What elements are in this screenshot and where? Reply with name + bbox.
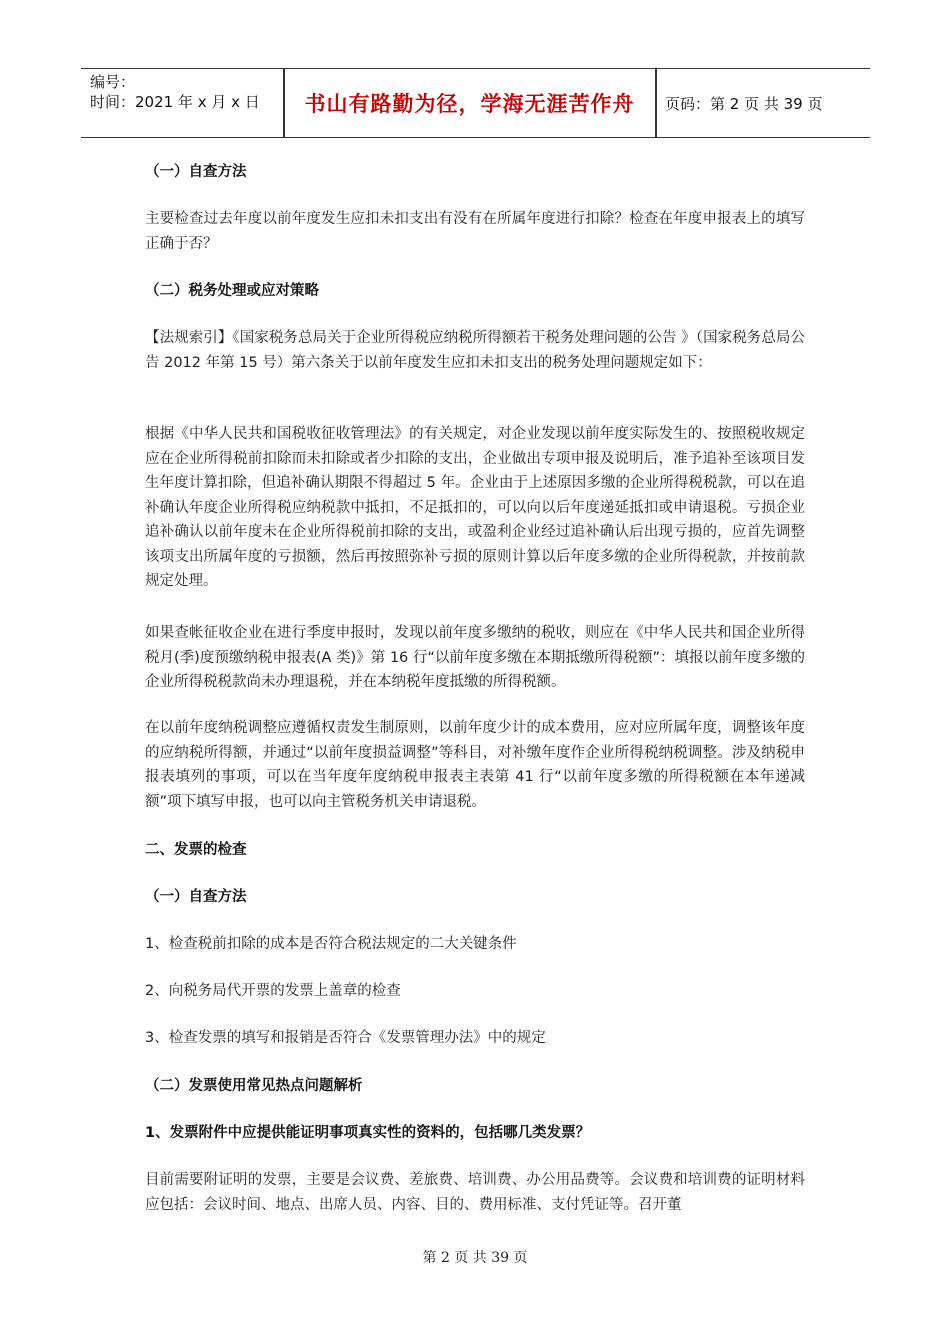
list-item-3: 3、检查发票的填写和报销是否符合《发票管理办法》中的规定 (145, 1030, 546, 1046)
section-heading-invoice-check: 二、发票的检查 (145, 842, 247, 858)
number-label: 编号： (90, 73, 136, 91)
header-page-number: 页码：第 2 页 共 39 页 (665, 95, 823, 113)
page-footer: 第 2 页 共 39 页 (422, 1250, 528, 1266)
header-divider-right (655, 69, 657, 137)
section-heading-self-check: （一）自查方法 (145, 164, 247, 180)
page-header (81, 68, 870, 138)
paragraph-tax-adjustment: 在以前年度纳税调整应遵循权责发生制原则，以前年度少计的成本费用，应对应所属年度，调整该年度的应纳税所得额，并通过“以前年度损益调整”等科目，对补缴年度作企业所得税纳税调整。涉及纳税申报表填列的事项，可以在当年度年度纳税申报表主表第 41 行“以前年度多缴的所得税额在本年递减额”项下填写申报，也可以向主管税务机关申请退税。 (145, 720, 805, 810)
subsection-heading-self-check: （一）自查方法 (145, 889, 247, 905)
paragraph-tax-admin-law: 根据《中华人民共和国税收征收管理法》的有关规定，对企业发现以前年度实际发生的、按照税收规定应在企业所得税前扣除而未扣除或者少扣除的支出，企业做出专项申报及说明后，准予追补至该项目发生年度计算扣除，但追补确认期限不得超过 5 年。企业由于上述原因多缴的企业所得税税款，可以在追补确认年度企业所得税应纳税款中抵扣，不足抵扣的，可以向以后年度递延抵扣或申请退税。亏损企业追补确认以前年度未在企业所得税前扣除的支出，或盈利企业经过追补确认后出现亏损的，应首先调整该项支出所属年度的亏损额，然后再按照弥补亏损的原则计算以后年度多缴的企业所得税款，并按前款规定处理。 (145, 426, 805, 589)
list-item-2: 2、向税务局代开票的发票上盖章的检查 (145, 983, 401, 999)
paragraph-answer-1: 目前需要附证明的发票，主要是会议费、差旅费、培训费、办公用品费等。会议费和培训费的证明材料应包括：会议时间、地点、出席人员、内容、目的、费用标准、支付凭证等。召开董 (145, 1172, 805, 1213)
header-motto: 书山有路勤为径，学海无涯苦作舟 (304, 92, 635, 116)
question-heading-1: 1、发票附件中应提供能证明事项真实性的资料的，包括哪几类发票？ (145, 1125, 591, 1141)
paragraph-self-check: 主要检查过去年度以前年度发生应扣未扣支出有没有在所属年度进行扣除？检查在年度申报表上的填写正确于否？ (145, 211, 805, 252)
paragraph-regulation-index: 【法规索引】《国家税务总局关于企业所得税应纳税所得额若干税务处理问题的公告 》（国家税务总局公告 2012 年第 15 号）第六条关于以前年度发生应扣未扣支出的税务处理问题规定如下： (145, 330, 805, 371)
header-info (90, 72, 260, 112)
list-item-1: 1、检查税前扣除的成本是否符合税法规定的二大关键条件 (145, 936, 517, 952)
date-text: 时间：2021 年 x 月 x 日 (90, 93, 260, 111)
paragraph-quarterly-declaration: 如果查帐征收企业在进行季度申报时，发现以前年度多缴纳的税收，则应在《中华人民共和国企业所得税月(季)度预缴纳税申报表(A 类)》第 16 行“以前年度多缴在本期抵缴所得税额”：填报以前年度多缴的企业所得税税款尚未办理退税，并在本纳税年度抵缴的所得税额。 (145, 625, 805, 690)
subsection-heading-invoice-issues: （二）发票使用常见热点问题解析 (145, 1078, 363, 1094)
section-heading-tax-handling: （二）税务处理或应对策略 (145, 283, 319, 299)
